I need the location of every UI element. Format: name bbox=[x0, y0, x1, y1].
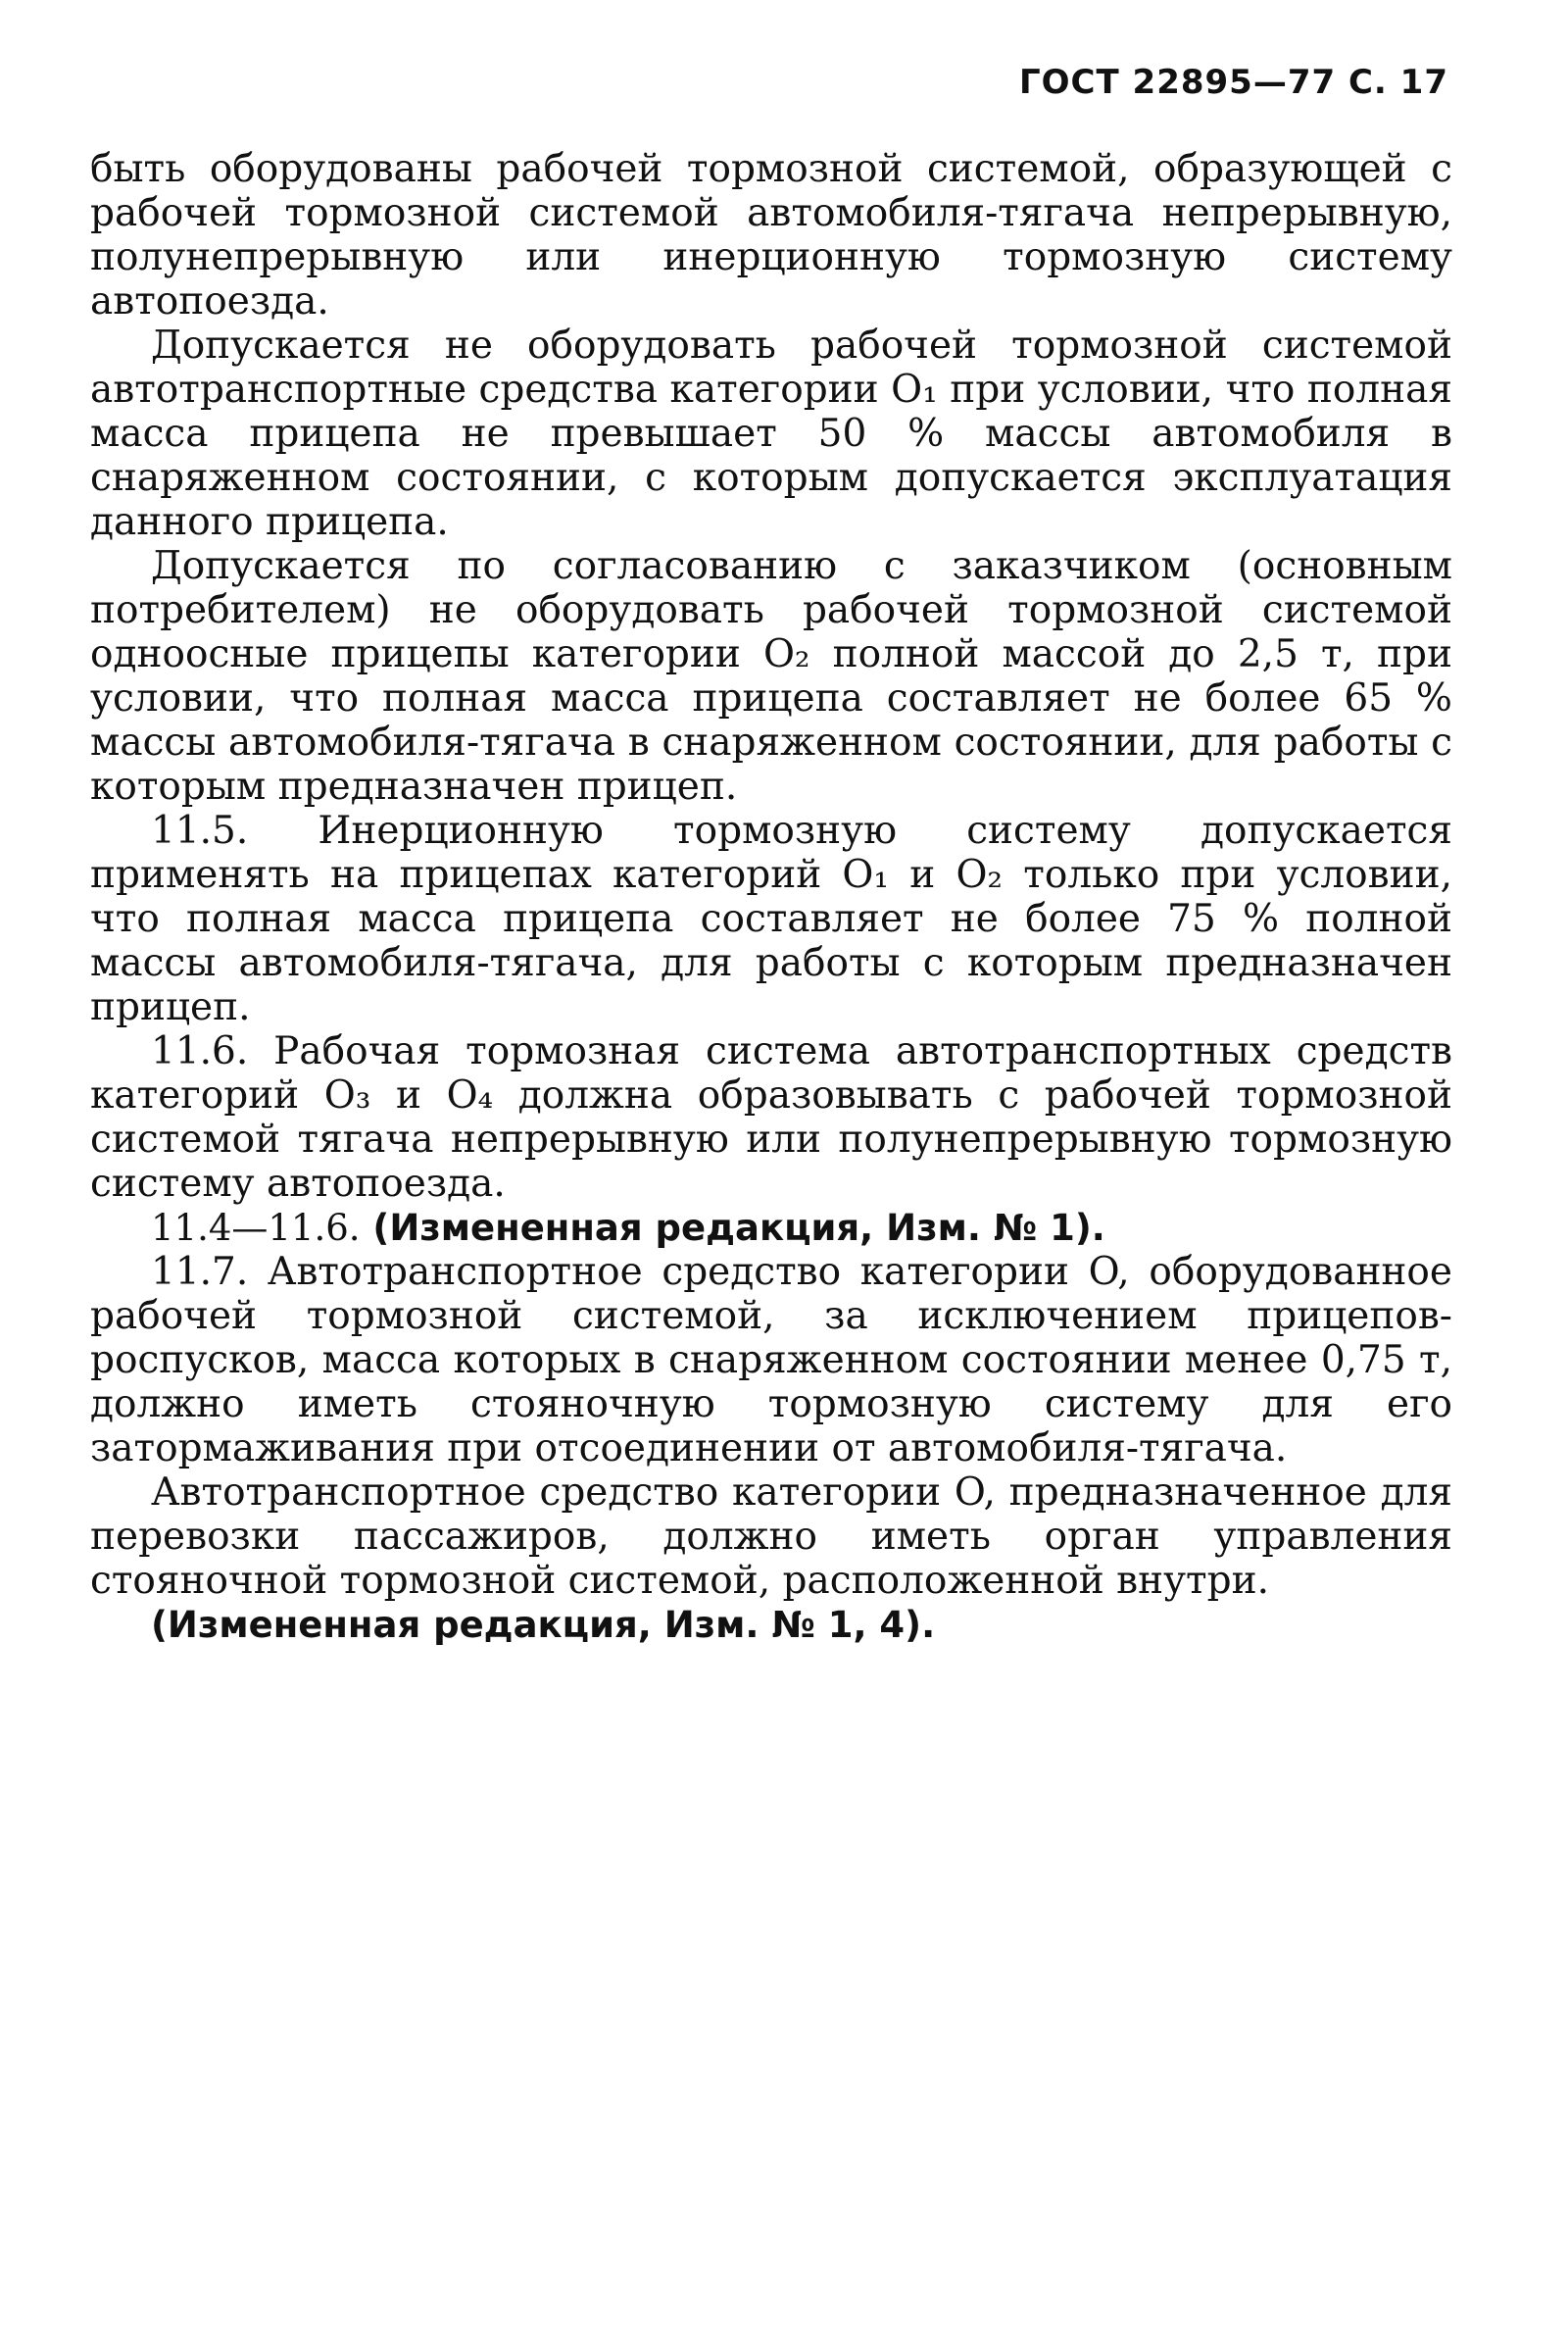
amendment-note-2: (Измененная редакция, Изм. № 1, 4). bbox=[151, 1604, 936, 1646]
paragraph-o1-exemption: Допускается не оборудовать рабочей тормозной системой автотранспортные средства категории O₁ при условии, что полная масса прицепа не превышает 50 % массы автомобиля в снаряженном состоянии, с которым допускается эксплуатация данного прицепа. bbox=[90, 324, 1452, 544]
paragraph-o2-exemption: Допускается по согласованию с заказчиком (основным потребителем) не оборудовать рабочей тормозной системой одноосные прицепы категории O₂ полной массой до 2,5 т, при условии, что полная масса прицепа составляет не более 65 % массы автомобиля-тягача в снаряженном состоянии, для работы с которым предназначен прицеп. bbox=[90, 544, 1452, 809]
document-body bbox=[90, 147, 1452, 1647]
amendment-note-1-label: 11.4—11.6. bbox=[151, 1207, 361, 1249]
clause-11-6: 11.6. Рабочая тормозная система автотранспортных средств категорий O₃ и O₄ должна образовывать с рабочей тормозной системой тягача непрерывную или полунепрерывную тормозную систему автопоезда. bbox=[90, 1029, 1452, 1206]
clause-11-5: 11.5. Инерционную тормозную систему допускается применять на прицепах категорий O₁ и O₂ только при условии, что полная масса прицепа составляет не более 75 % полной массы автомобиля-тягача, для работы с которым предназначен прицеп. bbox=[90, 809, 1452, 1029]
amendment-note-1-text: (Измененная редакция, Изм. № 1). bbox=[372, 1207, 1105, 1249]
clause-11-7: 11.7. Автотранспортное средство категории O, оборудованное рабочей тормозной системой, за исключением прицепов-роспусков, масса которых в снаряженном состоянии менее 0,75 т, должно иметь стояночную тормозную систему для его затормаживания при отсоединении от автомобиля-тягача. bbox=[90, 1250, 1452, 1470]
running-header: ГОСТ 22895—77 С. 17 bbox=[1018, 63, 1448, 102]
paragraph-continuation: быть оборудованы рабочей тормозной системой, образующей с рабочей тормозной системой автомобиля-тягача непрерывную, полунепрерывную или инерционную тормозную систему автопоезда. bbox=[90, 147, 1452, 324]
paragraph-passenger-vehicles: Автотранспортное средство категории O, предназначенное для перевозки пассажиров, должно иметь орган управления стояночной тормозной системой, расположенной внутри. bbox=[90, 1470, 1452, 1603]
amendment-note-1 bbox=[90, 1206, 1452, 1250]
